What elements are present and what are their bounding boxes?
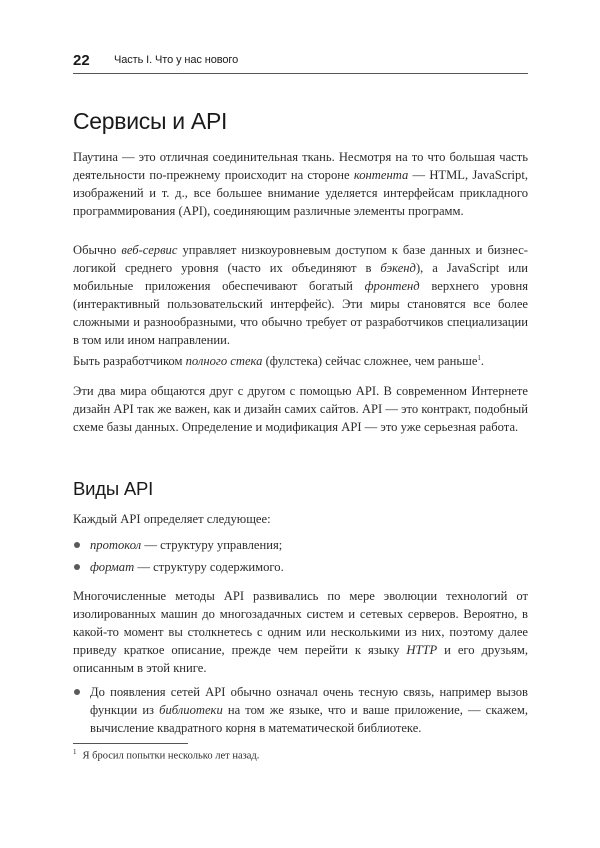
paragraph-api-defines: Каждый API определяет следующее: xyxy=(73,512,271,526)
text-span: Многочисленные методы API развивались по мере эволюции технологий от изолированных машин до многозадачных систем и сетевых серверов. Вероятно, в какой-то момент вы столкнетесь с одним или несколькими из них, поэтому далее приведу краткое описание, прежде чем перейти к языку xyxy=(73,589,528,657)
text-span: ), а JavaScript или мобильные приложения обеспечивают богатый xyxy=(73,261,528,293)
text-span: (фулстека) сейчас сложнее, чем раньше xyxy=(262,354,478,368)
page-header xyxy=(73,52,528,74)
section-title-services-api: Сервисы и API xyxy=(73,108,228,134)
text-span: — структуру содержимого. xyxy=(134,560,284,574)
emphasis-format: формат xyxy=(90,560,135,574)
page-number: 22 xyxy=(73,52,90,69)
text-span: Обычно xyxy=(73,243,122,257)
running-title: Часть I. Что у нас нового xyxy=(114,54,239,66)
text-span: верхнего уровня (интерактивный пользовательский интерфейс). Эти миры становятся все более сложными и разнообразными, что обычно требует от разработчиков специализации в том или ином направлении. xyxy=(73,279,529,347)
text-span: Быть разработчиком xyxy=(73,354,186,368)
text-span: управляет низкоуровневым доступом к базе данных и бизнес-логикой среднего уровня (часто их объединяют в xyxy=(73,243,528,275)
emphasis-library: библиотеки xyxy=(159,703,223,717)
footnote-rule xyxy=(73,743,188,744)
paragraph-intro xyxy=(73,148,528,220)
text-span: и его друзьям, описанным в этой книге. xyxy=(73,643,528,675)
footnote-ref[interactable]: 1 xyxy=(477,353,481,362)
header-rule xyxy=(73,73,528,74)
text-span: . xyxy=(480,354,485,368)
list-item xyxy=(73,683,528,737)
emphasis-frontend: фронтенд xyxy=(364,279,420,293)
paragraph-api-methods xyxy=(73,587,528,677)
bullet-icon xyxy=(74,564,80,570)
text-span: — HTML, JavaScript, изображений и т. д., все большее внимание уделяется интерфейсам прикладного программирования (API), соединяющим различные элементы программ. xyxy=(73,168,528,218)
footnote-text: Я бросил попытки несколько лет назад. xyxy=(82,750,260,762)
emphasis-content: контента xyxy=(353,168,409,182)
emphasis-backend: бэкенд xyxy=(380,261,416,275)
paragraph-web-service xyxy=(73,241,528,349)
bullet-icon xyxy=(74,542,80,548)
bullet-icon xyxy=(74,689,80,695)
footnote-marker: 1 xyxy=(73,748,77,756)
list-item xyxy=(73,558,528,576)
paragraph-two-worlds: Эти два мира общаются друг с другом с помощью API. В современном Интернете дизайн API так же важен, как и дизайн самих сайтов. API — это контракт, подобный схеме базы данных. Определение и модификация API — это уже серьезная работа. xyxy=(73,384,528,434)
text-span: Паутина — это отличная соединительная ткань. Несмотря на то что большая часть деятельности по-прежнему происходит на стороне xyxy=(73,150,528,182)
emphasis-full-stack: полного стека xyxy=(185,354,263,368)
section-title-api-types: Виды API xyxy=(73,478,154,499)
footnote xyxy=(73,748,259,762)
bullet-list-api-kinds xyxy=(73,683,528,737)
text-span: на том же языке, что и ваше приложение, — скажем, вычисление квадратного корня в математической библиотеке. xyxy=(90,703,528,735)
emphasis-http: HTTP xyxy=(406,643,438,657)
paragraph-fullstack xyxy=(73,352,528,370)
bullet-list-definitions xyxy=(73,536,528,576)
list-item xyxy=(73,536,528,554)
text-span: До появления сетей API обычно означал очень тесную связь, например вызов функции из xyxy=(90,685,528,717)
emphasis-protocol: протокол xyxy=(90,538,142,552)
emphasis-web-service: веб-сервис xyxy=(121,243,178,257)
text-span: — структуру управления; xyxy=(141,538,283,552)
